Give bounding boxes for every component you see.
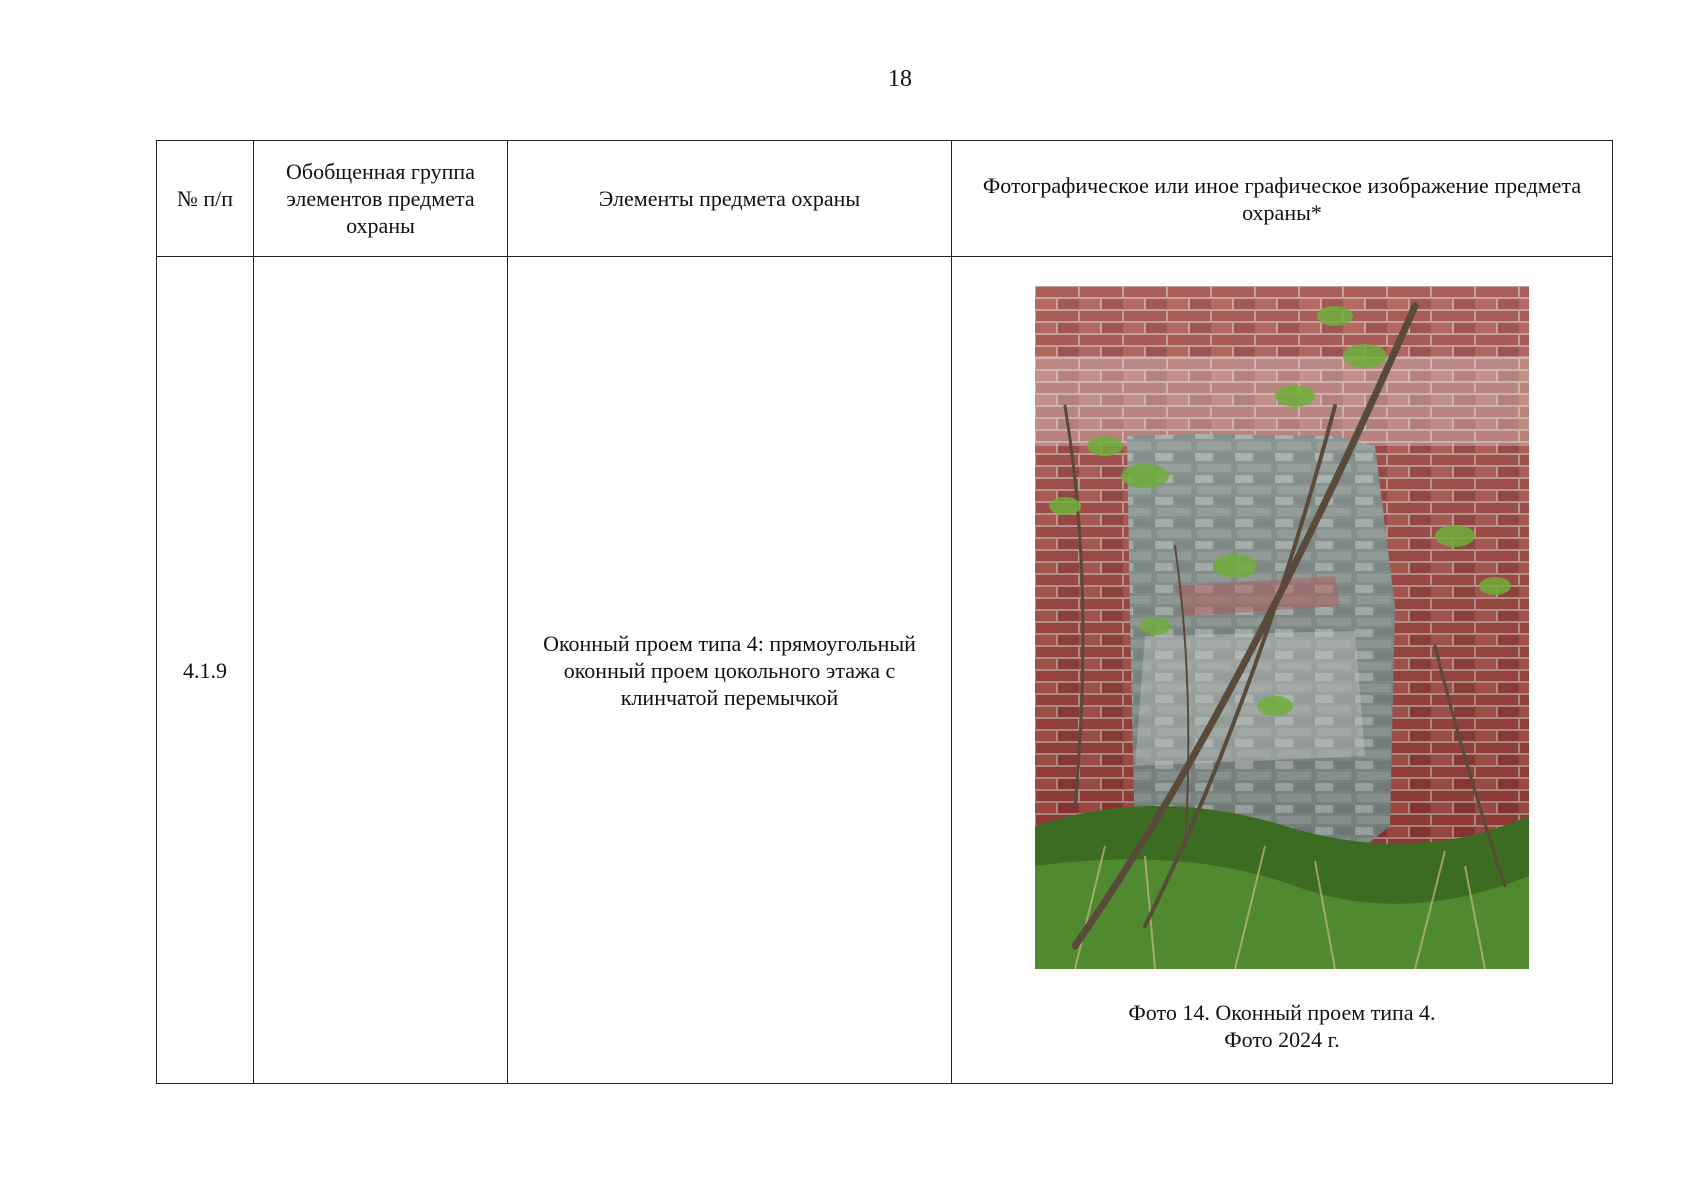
- row-elements: Оконный проем типа 4: прямоугольный оконный проем цокольного этажа с клинчатой перемычкой: [508, 257, 952, 1084]
- header-group: Обобщенная группа элементов предмета охраны: [254, 141, 508, 257]
- photo-caption-line-1: Фото 14. Оконный проем типа 4.: [1128, 1000, 1436, 1025]
- row-photo-cell: [952, 257, 1613, 1084]
- photo-caption: [952, 999, 1612, 1053]
- header-image: Фотографическое или иное графическое изображение предмета охраны*: [952, 141, 1613, 257]
- brick-wall-photo-illustration: [1035, 286, 1529, 969]
- table-header: [157, 141, 1613, 257]
- table-row: [157, 257, 1613, 1084]
- window-opening-photo: [1035, 286, 1529, 969]
- header-elements: Элементы предмета охраны: [508, 141, 952, 257]
- header-num: № п/п: [157, 141, 254, 257]
- page-number: 18: [888, 66, 912, 92]
- row-group: [254, 257, 508, 1084]
- protection-elements-table: [156, 140, 1613, 1084]
- row-num: 4.1.9: [157, 257, 254, 1084]
- photo-caption-line-2: Фото 2024 г.: [1224, 1027, 1340, 1052]
- header-row: [157, 141, 1613, 257]
